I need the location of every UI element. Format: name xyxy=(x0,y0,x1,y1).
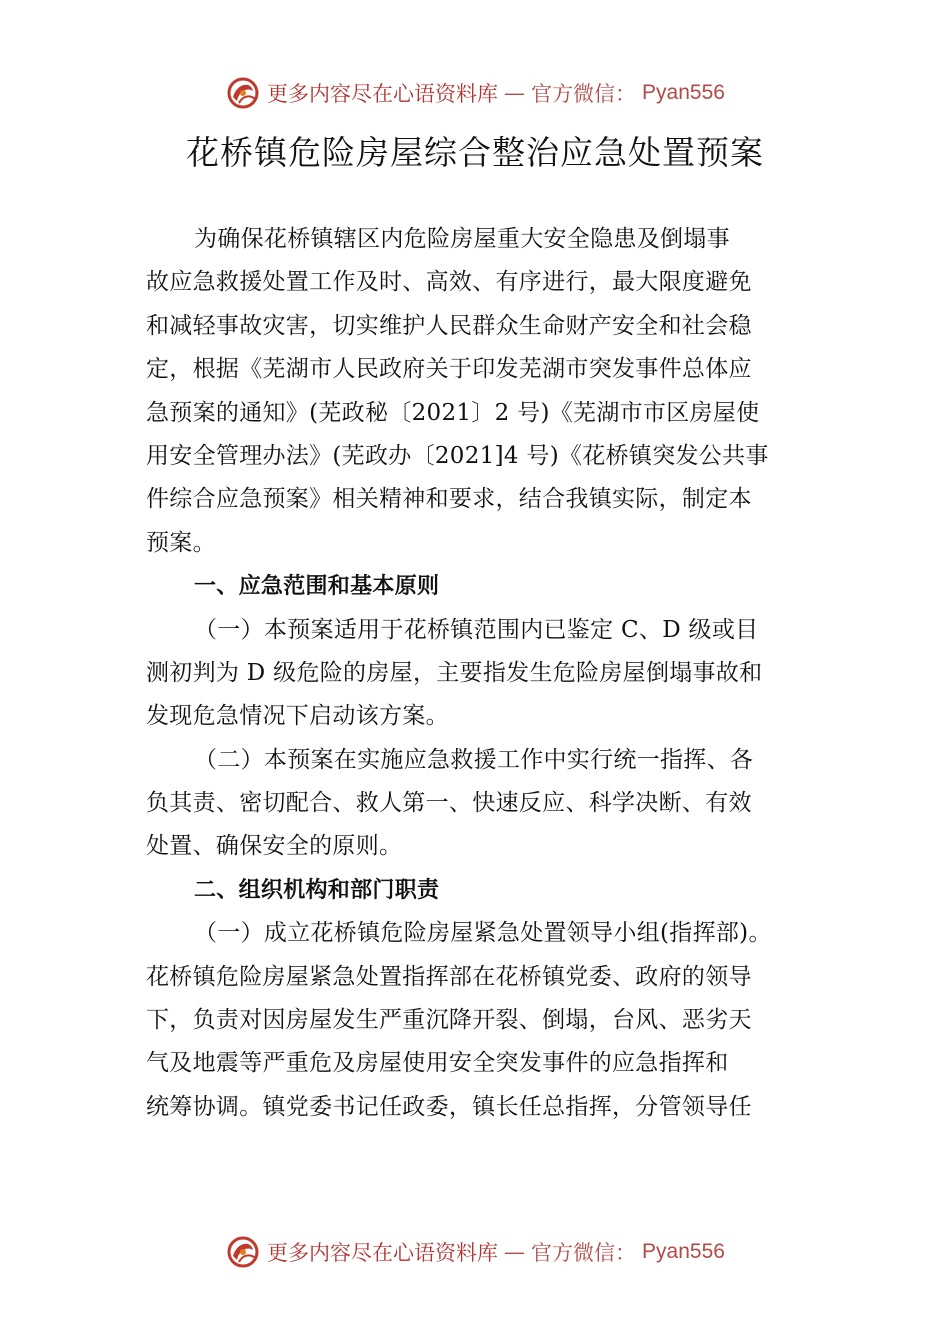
watermark-site-text: 更多内容尽在心语资料库 xyxy=(267,82,499,106)
header-watermark xyxy=(0,73,950,113)
paragraph-line: 为确保花桥镇辖区内危险房屋重大安全隐患及倒塌事 xyxy=(194,226,730,252)
paragraph-line: 件综合应急预案》相关精神和要求，结合我镇实际，制定本 xyxy=(146,486,752,513)
paragraph-line: （一）成立花桥镇危险房屋紧急处置领导小组(指挥部)。 xyxy=(194,920,772,947)
watermark-wechat-label: 官方微信： xyxy=(531,1241,637,1265)
paragraph-line: 统筹协调。镇党委书记任政委，镇长任总指挥，分管领导任 xyxy=(146,1093,752,1120)
paragraph-line: 急预案的通知》(芜政秘〔2021〕2 号)《芜湖市市区房屋使 xyxy=(146,399,760,426)
paragraph-line: 用安全管理办法》(芜政办〔2021]4 号)《花桥镇突发公共事 xyxy=(146,442,769,469)
paragraph-line: （二）本预案在实施应急救援工作中实行统一指挥、各 xyxy=(194,746,754,773)
paragraph-line: 测初判为 D 级危险的房屋，主要指发生危险房屋倒塌事故和 xyxy=(146,659,763,686)
document-title: 花桥镇危险房屋综合整治应急处置预案 xyxy=(186,133,764,172)
watermark-site-text: 更多内容尽在心语资料库 xyxy=(267,1241,499,1265)
footer-watermark xyxy=(0,1232,950,1272)
paragraph-line: 定，根据《芜湖市人民政府关于印发芜湖市突发事件总体应 xyxy=(146,356,752,383)
watermark-separator: — xyxy=(504,1240,526,1264)
red-swirl-logo-icon xyxy=(225,75,261,111)
paragraph-line: 负其责、密切配合、救人第一、快速反应、科学决断、有效 xyxy=(146,790,752,817)
paragraph-line: 处置、确保安全的原则。 xyxy=(146,833,403,860)
paragraph-line: （一）本预案适用于花桥镇范围内已鉴定 C、D 级或目 xyxy=(194,616,759,643)
paragraph-line: 花桥镇危险房屋紧急处置指挥部在花桥镇党委、政府的领导 xyxy=(146,963,752,990)
watermark-wechat-id: Pyan556 xyxy=(642,1240,725,1263)
paragraph-line: 下，负责对因房屋发生严重沉降开裂、倒塌，台风、恶劣天 xyxy=(146,1007,752,1034)
paragraph-line: 故应急救援处置工作及时、高效、有序进行，最大限度避免 xyxy=(146,269,752,296)
watermark-separator: — xyxy=(504,81,526,105)
paragraph-line: 发现危急情况下启动该方案。 xyxy=(146,703,449,730)
paragraph-line: 预案。 xyxy=(146,529,216,556)
paragraph-line: 和减轻事故灾害，切实维护人民群众生命财产安全和社会稳 xyxy=(146,312,752,339)
watermark-wechat-id: Pyan556 xyxy=(642,81,725,104)
section-heading: 二、组织机构和部门职责 xyxy=(194,877,440,903)
watermark-wechat-label: 官方微信： xyxy=(531,82,637,106)
document-body xyxy=(146,218,810,1129)
section-heading: 一、应急范围和基本原则 xyxy=(194,574,440,600)
paragraph-line: 气及地震等严重危及房屋使用安全突发事件的应急指挥和 xyxy=(146,1050,729,1077)
red-swirl-logo-icon xyxy=(225,1234,261,1270)
